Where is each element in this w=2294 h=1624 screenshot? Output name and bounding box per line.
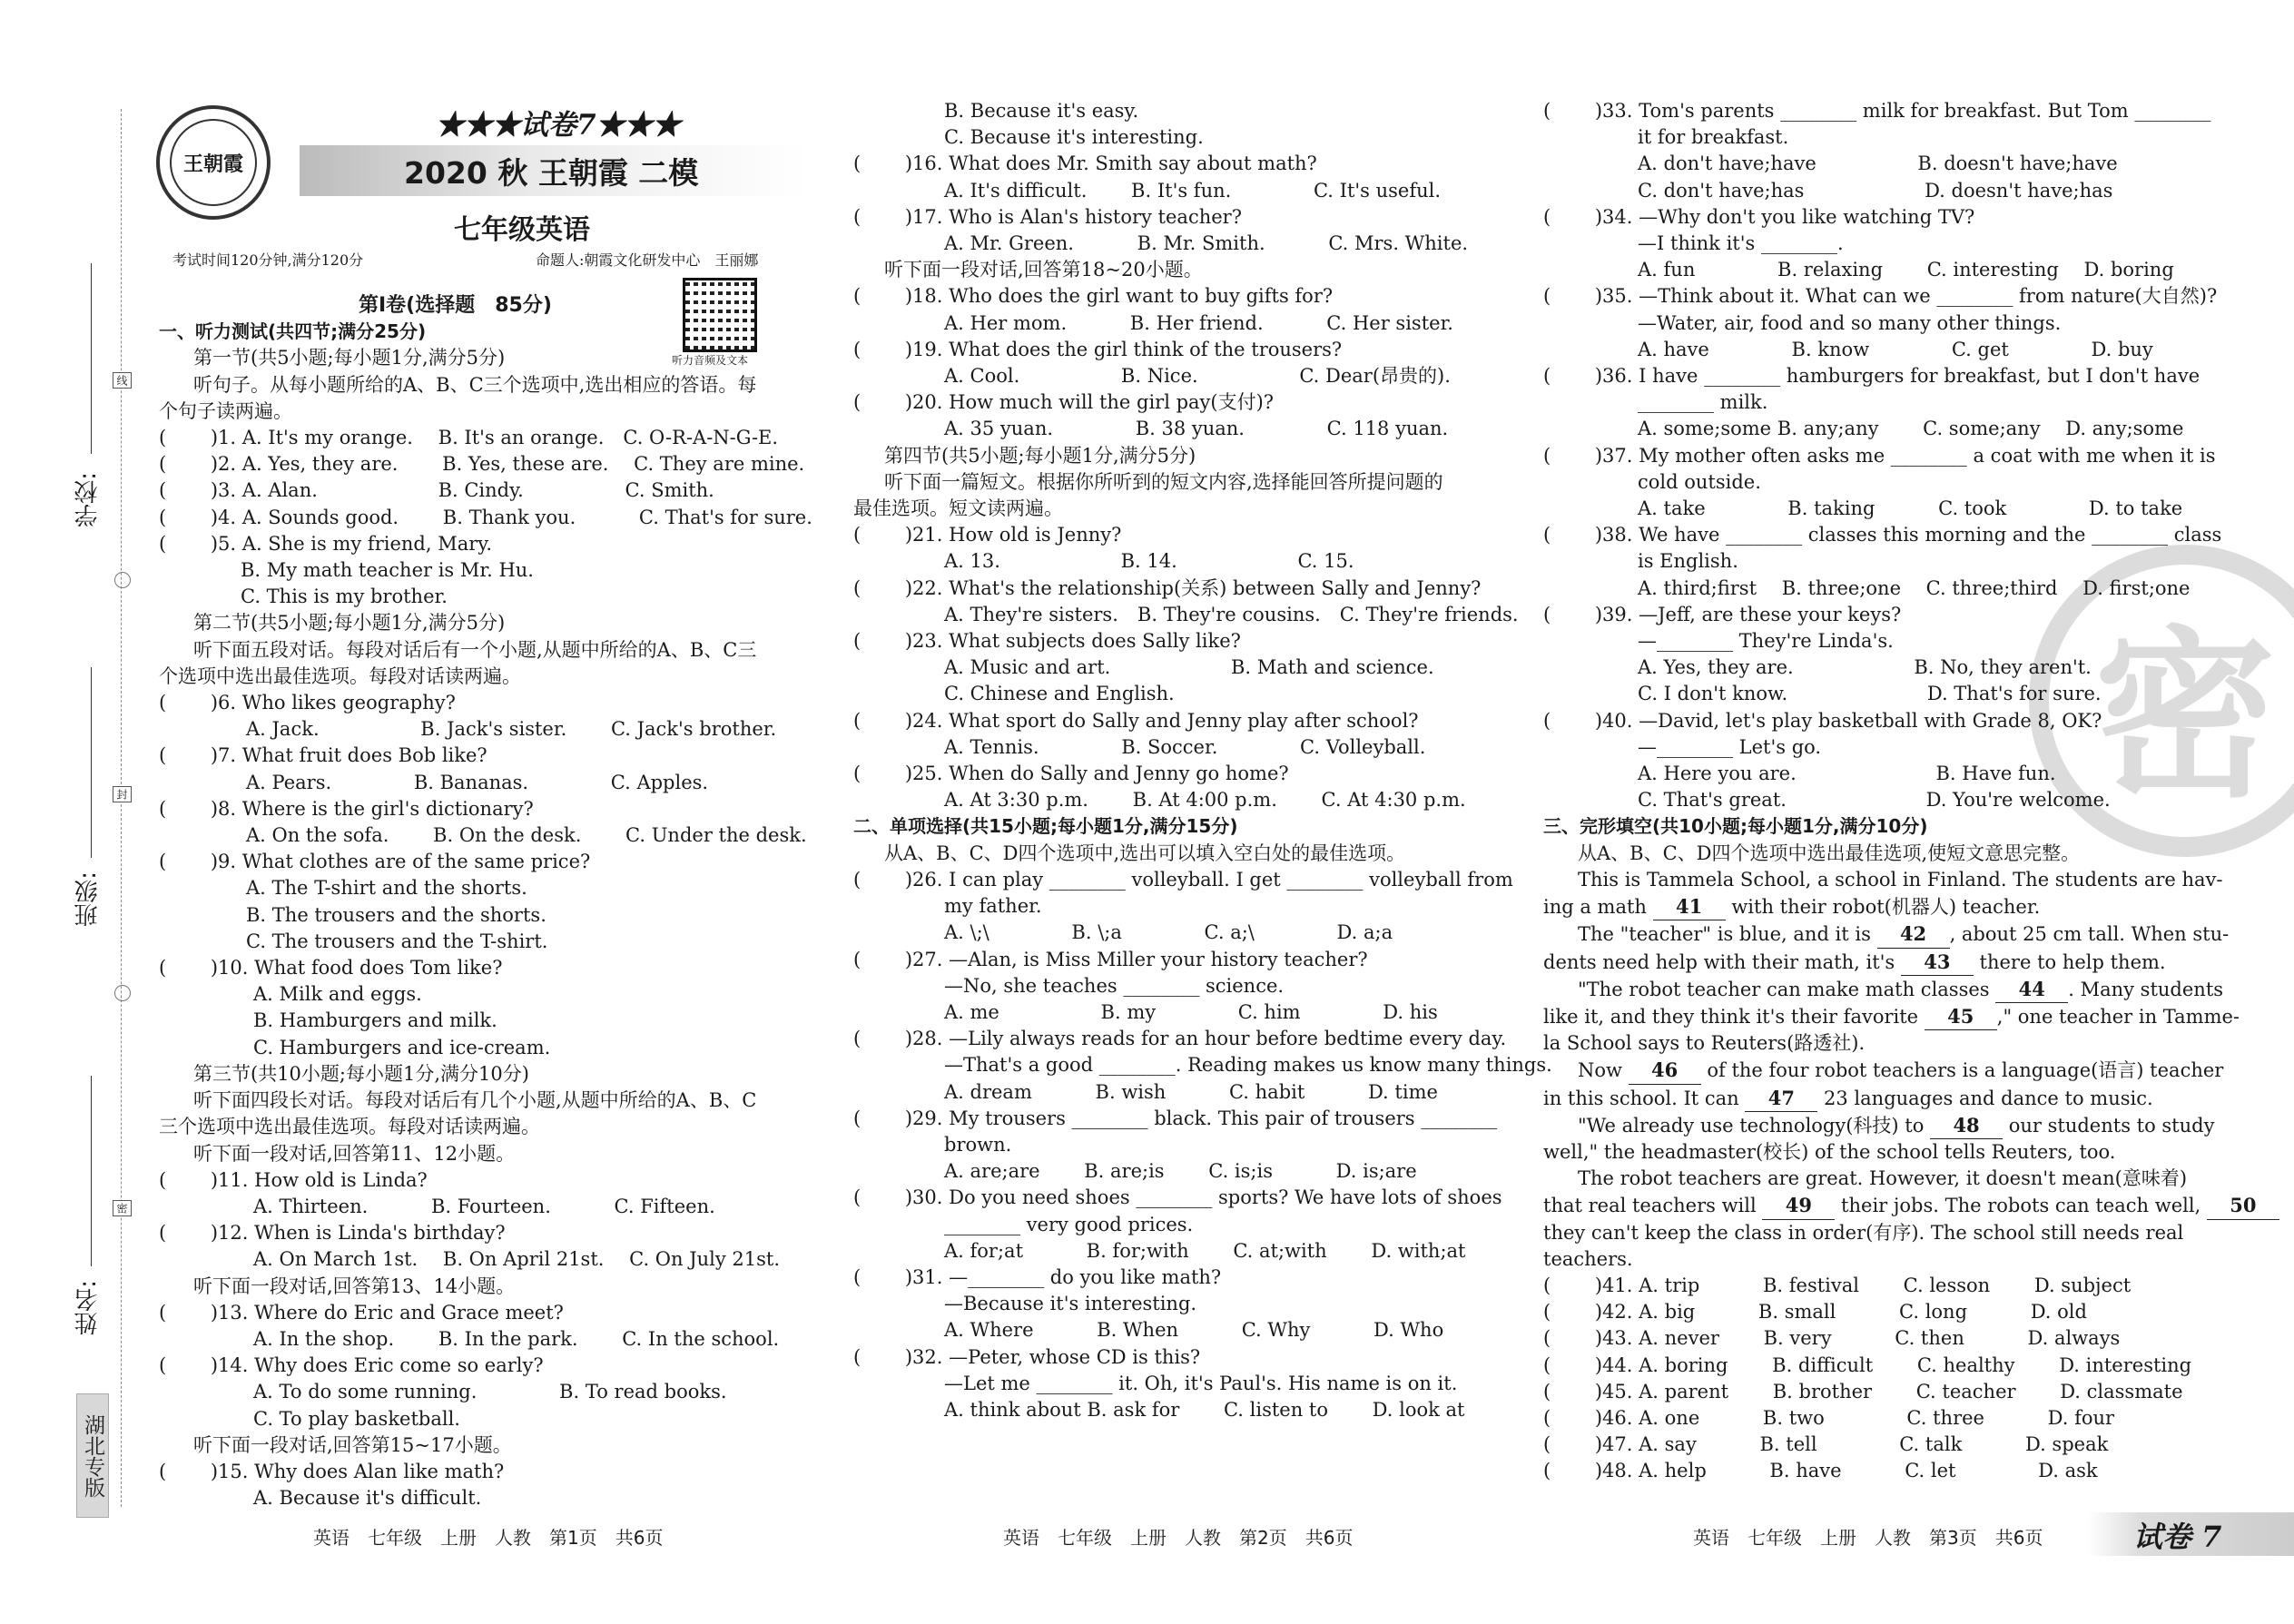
options[interactable]: A. are;are B. are;is C. is;is D. is;are xyxy=(944,1160,1417,1183)
options[interactable]: A. Tennis. B. Soccer. C. Volleyball. xyxy=(944,735,1426,758)
question-24[interactable]: ( )24. What sport do Sally and Jenny play after school? xyxy=(853,709,1419,732)
question-cont: my father. xyxy=(944,895,1042,918)
options[interactable]: A. At 3:30 p.m. B. At 4:00 p.m. C. At 4:30 p.m. xyxy=(944,789,1466,812)
question-41[interactable]: ( )41. A. trip B. festival C. lesson D. subject xyxy=(1543,1274,2132,1296)
passage-line: that real teachers will 49 their jobs. The robots can teach well, 50 xyxy=(1543,1192,2197,1219)
question-34[interactable]: ( )34. —Why don't you like watching TV? xyxy=(1543,205,1975,228)
blank-45[interactable]: 45 xyxy=(1925,1003,1997,1030)
option[interactable]: B. The trousers and the shorts. xyxy=(246,903,546,926)
options[interactable]: A. \;\ B. \;a C. a;\ D. a;a xyxy=(944,921,1393,944)
passage-line: in this school. It can 47 23 languages and dance to music. xyxy=(1543,1085,2197,1112)
instructions: 个选项中选出最佳选项。每段对话读两遍。 xyxy=(159,664,521,687)
blank-50[interactable]: 50 xyxy=(2207,1192,2279,1219)
options[interactable]: A. Thirteen. B. Fourteen. C. Fifteen. xyxy=(253,1195,715,1217)
question-15[interactable]: ( )15. Why does Alan like math? xyxy=(159,1460,505,1482)
question-44[interactable]: ( )44. A. boring B. difficult C. healthy D. interesting xyxy=(1543,1353,2192,1376)
class-label: 班级: xyxy=(74,871,102,927)
school-label: 学校: xyxy=(74,472,102,527)
options[interactable]: A. Here you are. B. Have fun. xyxy=(1638,763,2056,785)
question-20[interactable]: ( )20. How much will the girl pay(支付)? xyxy=(853,391,1275,414)
passage-line: This is Tammela School, a school in Finland. The students are hav- xyxy=(1578,868,2223,891)
column-3 xyxy=(1543,98,2257,1485)
passage-line: they can't keep the class in order(有序). The school still needs real xyxy=(1543,1221,2184,1244)
passage-line: like it, and they think it's their favorite 45 ," one teacher in Tamme- xyxy=(1543,1003,2197,1030)
question-46[interactable]: ( )46. A. one B. two C. three D. four xyxy=(1543,1406,2115,1429)
question-36[interactable]: ( )36. I have ________ hamburgers for breakfast, but I don't have xyxy=(1543,365,2200,388)
blank-42[interactable]: 42 xyxy=(1877,920,1950,948)
qr-caption: 听力音频及文本 xyxy=(672,354,749,367)
exam-title: 2020 秋 王朝霞 二模 xyxy=(404,155,699,191)
blank-41[interactable]: 41 xyxy=(1653,893,1726,920)
options[interactable]: A. 13. B. 14. C. 15. xyxy=(944,550,1354,573)
passage-line: "The robot teacher can make math classes 44 . Many students xyxy=(1543,976,2197,1003)
question-cont: brown. xyxy=(944,1133,1012,1156)
question-5[interactable]: ( )5. A. She is my friend, Mary. xyxy=(159,532,493,555)
dialogue-note: 听下面一段对话,回答第11、12小题。 xyxy=(193,1142,516,1165)
question-cont: —That's a good ________. Reading makes us know many things. xyxy=(944,1054,1552,1077)
question-cont: —Let me ________ it. Oh, it's Paul's. His name is on it. xyxy=(944,1372,1458,1394)
passage-line: teachers. xyxy=(1543,1247,1633,1270)
question-26[interactable]: ( )26. I can play ________ volleyball. I get ________ volleyball from xyxy=(853,868,1513,891)
instructions: 个句子读两遍。 xyxy=(159,399,292,422)
question-28[interactable]: ( )28. —Lily always reads for an hour before bedtime every day. xyxy=(853,1028,1507,1050)
options[interactable]: C. don't have;has D. doesn't have;has xyxy=(1638,179,2113,202)
question-17[interactable]: ( )17. Who is Alan's history teacher? xyxy=(853,205,1242,228)
confidential-watermark: 密 xyxy=(2029,545,2294,857)
question-11[interactable]: ( )11. How old is Linda? xyxy=(159,1168,428,1191)
option[interactable]: B. Because it's easy. xyxy=(944,100,1139,122)
options[interactable]: A. have B. know C. get D. buy xyxy=(1638,338,2153,360)
edition-tag: 湖北专版 xyxy=(76,1393,109,1518)
options[interactable]: A. fun B. relaxing C. interesting D. boring xyxy=(1638,259,2174,281)
question-cont: —I think it's ________. xyxy=(1638,232,1844,255)
question-43[interactable]: ( )43. A. never B. very C. then D. always xyxy=(1543,1327,2121,1350)
seal-mark-feng: 封 xyxy=(113,786,132,802)
options[interactable]: A. for;at B. for;with C. at;with D. with;at xyxy=(944,1239,1466,1262)
options[interactable]: A. third;first B. three;one C. three;third D. first;one xyxy=(1638,576,2191,599)
footer-page-2: 英语 七年级 上册 人教 第2页 共6页 xyxy=(1003,1527,1354,1549)
question-10[interactable]: ( )10. What food does Tom like? xyxy=(159,957,503,979)
question-19[interactable]: ( )19. What does the girl think of the trousers? xyxy=(853,338,1343,360)
options[interactable]: A. Yes, they are. B. No, they aren't. xyxy=(1638,656,2092,679)
question-29[interactable]: ( )29. My trousers ________ black. This pair of trousers ________ xyxy=(853,1107,1498,1129)
logo-inner: 王朝霞 xyxy=(170,119,257,206)
question-16[interactable]: ( )16. What does Mr. Smith say about math? xyxy=(853,153,1317,175)
subsection-title: 第二节(共5小题;每小题1分,满分5分) xyxy=(193,612,506,635)
options[interactable]: A. Music and art. B. Math and science. xyxy=(944,656,1434,679)
author-info: 命题人:朝霞文化研发中心 王丽娜 xyxy=(536,251,759,269)
option[interactable]: C. The trousers and the T-shirt. xyxy=(246,930,548,952)
blank-44[interactable]: 44 xyxy=(1995,976,2068,1003)
subsection-title: 第一节(共5小题;每小题1分,满分5分) xyxy=(193,347,506,369)
blank-43[interactable]: 43 xyxy=(1901,949,1974,976)
blank-46[interactable]: 46 xyxy=(1629,1057,1701,1084)
options[interactable]: A. Cool. B. Nice. C. Dear(昂贵的). xyxy=(944,365,1451,388)
options[interactable]: A. Pears. B. Bananas. C. Apples. xyxy=(246,771,709,793)
binding-margin xyxy=(0,0,136,1624)
binding-hole-icon xyxy=(114,572,131,588)
question-14[interactable]: ( )14. Why does Eric come so early? xyxy=(159,1354,544,1377)
question-3[interactable]: ( )3. A. Alan. B. Cindy. C. Smith. xyxy=(159,479,714,502)
question-38[interactable]: ( )38. We have ________ classes this morning and the ________ class xyxy=(1543,524,2222,546)
footer-page-1: 英语 七年级 上册 人教 第1页 共6页 xyxy=(313,1527,664,1549)
section-title: 一、听力测试(共四节;满分25分) xyxy=(159,320,427,343)
instructions: 三个选项中选出最佳选项。每段对话读两遍。 xyxy=(159,1116,540,1138)
question-cont: cold outside. xyxy=(1638,470,1761,493)
question-8[interactable]: ( )8. Where is the girl's dictionary? xyxy=(159,797,534,820)
paper-label: 试卷 7 xyxy=(2133,1520,2222,1554)
instructions: 从A、B、C、D四个选项中选出最佳选项,使短文意思完整。 xyxy=(1578,842,2081,864)
option[interactable]: B. Hamburgers and milk. xyxy=(253,1009,497,1032)
options[interactable]: A. Her mom. B. Her friend. C. Her sister. xyxy=(944,311,1453,334)
name-label: 姓名: xyxy=(74,1280,102,1335)
dialogue-note: 听下面一段对话,回答第18~20小题。 xyxy=(884,259,1203,281)
option[interactable]: C. This is my brother. xyxy=(241,586,448,608)
options[interactable]: A. On the sofa. B. On the desk. C. Under the desk. xyxy=(246,824,807,847)
options[interactable]: A. some;some B. any;any C. some;any D. any;some xyxy=(1638,418,2184,440)
instructions: 从A、B、C、D四个选项中,选出可以填入空白处的最佳选项。 xyxy=(884,842,1406,864)
passage-line: Now 46 of the four robot teachers is a language(语言) teacher xyxy=(1543,1057,2197,1084)
options[interactable]: A. think about B. ask for C. listen to D. look at xyxy=(944,1398,1465,1421)
question-40[interactable]: ( )40. —David, let's play basketball with Grade 8, OK? xyxy=(1543,709,2102,732)
column-2 xyxy=(853,98,1552,1423)
question-cont: —________ Let's go. xyxy=(1638,735,1822,758)
part-title: 第Ⅰ卷(选择题 85分) xyxy=(359,294,552,317)
option[interactable]: C. Chinese and English. xyxy=(944,683,1175,705)
options[interactable]: A. To do some running. B. To read books. xyxy=(253,1381,727,1403)
question-1[interactable]: ( )1. A. It's my orange. B. It's an orange. C. O-R-A-N-G-E. xyxy=(159,427,779,449)
option[interactable]: A. Milk and eggs. xyxy=(253,983,422,1006)
question-33[interactable]: ( )33. Tom's parents ________ milk for breakfast. But Tom ________ xyxy=(1543,100,2211,122)
option[interactable]: A. The T-shirt and the shorts. xyxy=(246,877,527,900)
question-45[interactable]: ( )45. A. parent B. brother C. teacher D. classmate xyxy=(1543,1380,2183,1403)
passage-line: The "teacher" is blue, and it is 42 , about 25 cm tall. When stu- xyxy=(1543,920,2197,948)
question-cont: it for breakfast. xyxy=(1638,126,1789,149)
dialogue-note: 听下面一段对话,回答第13、14小题。 xyxy=(193,1275,516,1297)
options[interactable]: A. me B. my C. him D. his xyxy=(944,1000,1438,1023)
question-cont: —________ They're Linda's. xyxy=(1638,630,1894,653)
option[interactable]: C. Because it's interesting. xyxy=(944,126,1204,149)
seal-mark-xian: 线 xyxy=(113,372,132,389)
dialogue-note: 听下面一段对话,回答第15~17小题。 xyxy=(193,1433,512,1456)
options[interactable]: A. 35 yuan. B. 38 yuan. C. 118 yuan. xyxy=(944,418,1449,440)
question-13[interactable]: ( )13. Where do Eric and Grace meet? xyxy=(159,1301,564,1324)
passage-line: la School says to Reuters(路透社). xyxy=(1543,1032,1866,1055)
options[interactable]: A. take B. taking C. took D. to take xyxy=(1638,497,2183,520)
question-cont: —Water, air, food and so many other things. xyxy=(1638,311,2062,334)
column-1 xyxy=(159,292,812,1511)
binding-hole-icon xyxy=(114,985,131,1001)
question-21[interactable]: ( )21. How old is Jenny? xyxy=(853,524,1122,546)
options[interactable]: C. That's great. D. You're welcome. xyxy=(1638,789,2111,812)
options[interactable]: A. Where B. When C. Why D. Who xyxy=(944,1319,1444,1342)
question-18[interactable]: ( )18. Who does the girl want to buy gifts for? xyxy=(853,285,1334,308)
subject-title: 七年级英语 xyxy=(454,214,590,246)
options[interactable]: A. On March 1st. B. On April 21st. C. On July 21st. xyxy=(253,1248,781,1271)
paper-badge: ★★★试卷7★★★ xyxy=(436,109,681,142)
class-line xyxy=(91,667,92,858)
logo-seal xyxy=(156,105,271,220)
instructions: 最佳选项。短文读两遍。 xyxy=(853,497,1063,520)
options[interactable]: A. They're sisters. B. They're cousins. C. They're friends. xyxy=(944,603,1519,625)
question-31[interactable]: ( )31. —________ do you like math? xyxy=(853,1265,1222,1288)
passage-line: ing a math 41 with their robot(机器人) teacher. xyxy=(1543,893,2197,920)
option[interactable]: B. My math teacher is Mr. Hu. xyxy=(241,559,534,582)
name-line xyxy=(91,1076,92,1266)
question-cont: is English. xyxy=(1638,550,1738,573)
question-6[interactable]: ( )6. Who likes geography? xyxy=(159,692,456,714)
question-7[interactable]: ( )7. What fruit does Bob like? xyxy=(159,744,487,767)
instructions: 听下面四段长对话。每段对话后有几个小题,从题中所给的A、B、C xyxy=(193,1089,757,1112)
binding-line xyxy=(121,109,122,1507)
question-12[interactable]: ( )12. When is Linda's birthday? xyxy=(159,1222,506,1245)
options[interactable]: A. In the shop. B. In the park. C. In the school. xyxy=(253,1327,780,1350)
question-37[interactable]: ( )37. My mother often asks me ________ a coat with me when it is xyxy=(1543,444,2216,467)
section-title: 三、完形填空(共10小题;每小题1分,满分10分) xyxy=(1543,815,1928,838)
question-25[interactable]: ( )25. When do Sally and Jenny go home? xyxy=(853,763,1289,785)
passage-line: well," the headmaster(校长) of the school tells Reuters, too. xyxy=(1543,1140,2116,1163)
options[interactable]: A. Mr. Green. B. Mr. Smith. C. Mrs. White. xyxy=(944,232,1469,255)
blank-48[interactable]: 48 xyxy=(1930,1112,2003,1139)
options[interactable]: A. Jack. B. Jack's sister. C. Jack's brother. xyxy=(246,718,777,741)
instructions: 听句子。从每小题所给的A、B、C三个选项中,选出相应的答语。每 xyxy=(193,373,757,396)
subsection-title: 第三节(共10小题;每小题1分,满分10分) xyxy=(193,1062,529,1085)
subsection-title: 第四节(共5小题;每小题1分,满分5分) xyxy=(884,444,1196,467)
passage-line: The robot teachers are great. However, it doesn't mean(意味着) xyxy=(1578,1167,2188,1190)
question-47[interactable]: ( )47. A. say B. tell C. talk D. speak xyxy=(1543,1433,2109,1456)
question-cont: —No, she teaches ________ science. xyxy=(944,974,1285,997)
passage-line: "We already use technology(科技) to 48 our students to study xyxy=(1543,1112,2197,1139)
exam-info: 考试时间120分钟,满分120分 xyxy=(172,251,364,269)
question-39[interactable]: ( )39. —Jeff, are these your keys? xyxy=(1543,603,1902,625)
seal-mark-mi: 密 xyxy=(113,1200,132,1216)
option[interactable]: C. Hamburgers and ice-cream. xyxy=(253,1036,551,1058)
question-4[interactable]: ( )4. A. Sounds good. B. Thank you. C. That's for sure. xyxy=(159,506,812,528)
options[interactable]: A. dream B. wish C. habit D. time xyxy=(944,1080,1438,1103)
instructions: 听下面五段对话。每段对话后有一个小题,从题中所给的A、B、C三 xyxy=(193,638,757,661)
question-35[interactable]: ( )35. —Think about it. What can we ________ from nature(大自然)? xyxy=(1543,285,2218,308)
header-banner xyxy=(250,100,812,200)
question-23[interactable]: ( )23. What subjects does Sally like? xyxy=(853,630,1241,653)
question-cont: ________ milk. xyxy=(1638,391,1768,414)
blank-49[interactable]: 49 xyxy=(1762,1192,1835,1219)
question-9[interactable]: ( )9. What clothes are of the same price? xyxy=(159,851,591,873)
question-cont: ________ very good prices. xyxy=(944,1213,1194,1235)
question-42[interactable]: ( )42. A. big B. small C. long D. old xyxy=(1543,1301,2087,1324)
question-32[interactable]: ( )32. —Peter, whose CD is this? xyxy=(853,1345,1201,1368)
options[interactable]: C. I don't know. D. That's for sure. xyxy=(1638,683,2102,705)
option[interactable]: C. To play basketball. xyxy=(253,1407,460,1430)
question-2[interactable]: ( )2. A. Yes, they are. B. Yes, these are. C. They are mine. xyxy=(159,453,805,476)
footer-page-3: 英语 七年级 上册 人教 第3页 共6页 xyxy=(1693,1527,2043,1549)
option[interactable]: A. Because it's difficult. xyxy=(253,1487,482,1510)
section-title: 二、单项选择(共15小题;每小题1分,满分15分) xyxy=(853,815,1238,838)
instructions: 听下面一篇短文。根据你所听到的短文内容,选择能回答所提问题的 xyxy=(884,470,1443,493)
passage-line: dents need help with their math, it's 43 there to help them. xyxy=(1543,949,2197,976)
blank-47[interactable]: 47 xyxy=(1745,1085,1817,1112)
school-line xyxy=(91,263,92,454)
question-30[interactable]: ( )30. Do you need shoes ________ sports? We have lots of shoes xyxy=(853,1186,1502,1209)
question-cont: —Because it's interesting. xyxy=(944,1293,1197,1315)
question-27[interactable]: ( )27. —Alan, is Miss Miller your history teacher? xyxy=(853,948,1368,970)
options[interactable]: A. don't have;have B. doesn't have;have xyxy=(1638,153,2118,175)
options[interactable]: A. It's difficult. B. It's fun. C. It's useful. xyxy=(944,179,1442,202)
question-22[interactable]: ( )22. What's the relationship(关系) between Sally and Jenny? xyxy=(853,576,1482,599)
question-48[interactable]: ( )48. A. help B. have C. let D. ask xyxy=(1543,1460,2098,1482)
